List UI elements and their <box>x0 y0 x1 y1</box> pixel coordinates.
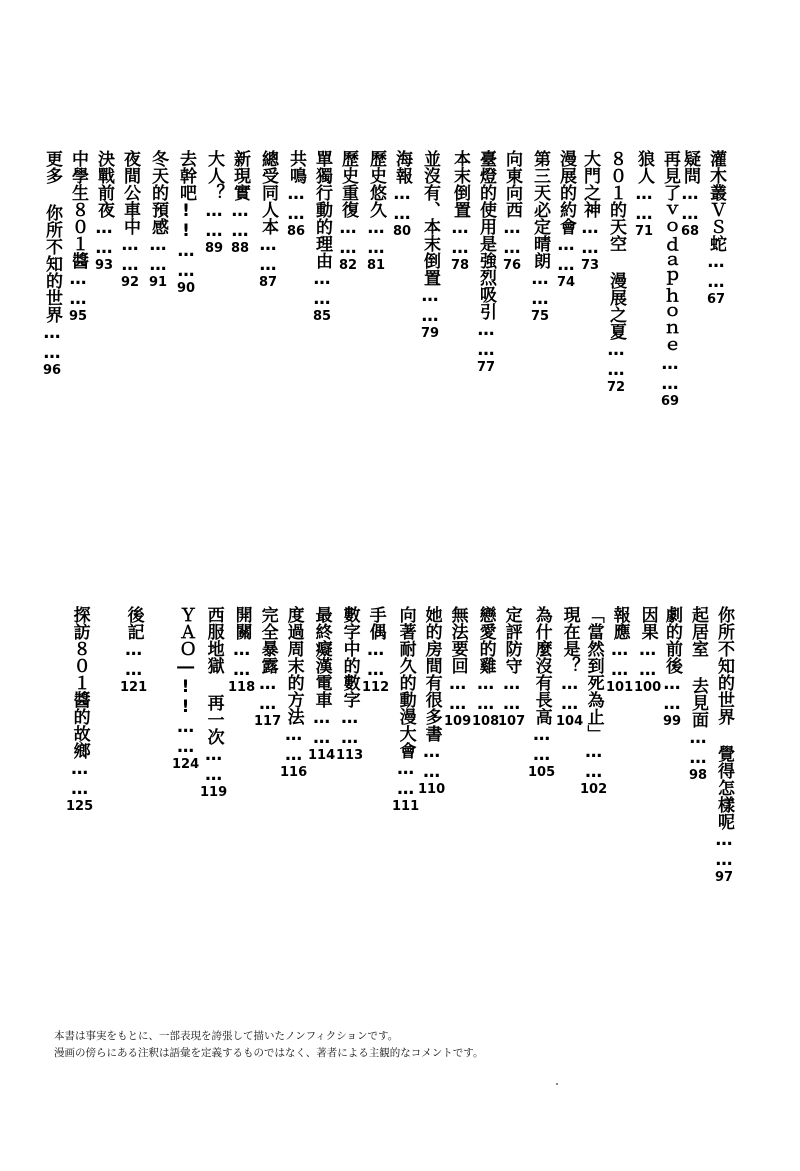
toc-entry-page: 72 <box>606 380 626 395</box>
toc-entry <box>472 606 499 729</box>
toc-entry-title: 探訪８０１醬的故鄉…… <box>69 606 90 799</box>
toc-entry-title: 劇的前後…… <box>662 606 682 714</box>
toc-entry-page: 90 <box>176 281 196 296</box>
toc-entry-title: 總受同人本…… <box>258 150 278 275</box>
toc-entry-title: 灌木叢ＶＳ蛇…… <box>706 150 726 292</box>
toc-entry-page: 96 <box>42 363 62 378</box>
toc-entry-page: 95 <box>68 309 88 324</box>
toc-entry-page: 91 <box>148 275 168 290</box>
toc-entry-title: 臺燈的使用是強烈吸引…… <box>476 150 496 360</box>
toc-entry-title: 冬天的預感…… <box>148 150 168 275</box>
toc-entry-page: 76 <box>502 258 522 273</box>
toc-entry-title: 後記…… <box>123 606 144 680</box>
toc-entry-page: 108 <box>472 714 500 729</box>
toc-entry-page: 111 <box>392 799 420 814</box>
toc-entry-title: 你所不知的世界 覺得怎樣呢…… <box>714 606 734 870</box>
toc-entry <box>660 150 680 409</box>
toc-entry-page: 104 <box>556 714 584 729</box>
toc-entry-page: 121 <box>120 680 148 695</box>
toc-entry <box>68 150 88 324</box>
toc-entry-title: 狼人…… <box>634 150 654 224</box>
toc-entry-page: 118 <box>228 680 256 695</box>
toc-entry-page: 80 <box>392 224 412 239</box>
toc-entry <box>366 150 386 273</box>
toc-entry-title: 她的房間有很多書…… <box>421 606 442 782</box>
toc-entry <box>176 150 196 296</box>
toc-entry-title: ８０１的天空 漫展之夏…… <box>606 150 626 380</box>
toc-entry-title: 夜間公車中…… <box>120 150 140 275</box>
toc-entry-page: 97 <box>714 870 734 885</box>
toc-entry-page: 75 <box>530 309 550 324</box>
toc-entry-page: 86 <box>286 224 306 239</box>
toc-entry-title: 最終癡漢電車…… <box>311 606 332 748</box>
toc-entry-title: 「當然到死為止」…… <box>583 606 604 782</box>
toc-entry <box>688 606 708 783</box>
toc-entry-page: 71 <box>634 224 654 239</box>
toc-entry-title: 去幹吧!!…… <box>176 150 196 281</box>
toc-entry-page: 114 <box>308 748 336 763</box>
toc-entry <box>254 606 281 729</box>
toc-entry <box>66 606 93 814</box>
toc-entry-title: 手偶…… <box>365 606 386 680</box>
toc-entry-page: 74 <box>556 275 576 290</box>
toc-top-section <box>0 0 800 560</box>
toc-entry <box>556 606 583 729</box>
toc-entry <box>94 150 114 273</box>
toc-entry-title: 度過周末的方法…… <box>283 606 304 765</box>
toc-entry-title: 定評防守…… <box>501 606 522 714</box>
toc-entry-page: 100 <box>634 680 662 695</box>
toc-entry-title: 單獨行動的理由…… <box>312 150 332 309</box>
toc-entry <box>308 606 335 763</box>
toc-entry-title: 向著耐久的動漫大會…… <box>395 606 416 799</box>
toc-entry <box>42 150 62 378</box>
toc-entry <box>120 606 147 695</box>
toc-entry <box>634 150 654 239</box>
toc-entry-title: 大人？…… <box>204 150 224 241</box>
toc-entry-page: 89 <box>204 241 224 256</box>
toc-entry-title: 起居室 去見面…… <box>688 606 708 768</box>
toc-entry-page: 105 <box>528 765 556 780</box>
toc-entry-page: 102 <box>580 782 608 797</box>
toc-entry-page: 101 <box>606 680 634 695</box>
toc-entry-title: 向東向西…… <box>502 150 522 258</box>
toc-entry <box>714 606 734 885</box>
toc-entry <box>606 150 626 395</box>
toc-entry-page: 93 <box>94 258 114 273</box>
toc-entry <box>530 150 550 324</box>
toc-entry <box>204 150 224 256</box>
toc-entry-title: 因果…… <box>637 606 658 680</box>
toc-entry <box>580 150 600 273</box>
toc-entry-page: 112 <box>362 680 390 695</box>
toc-entry-title: 無法要回…… <box>447 606 468 714</box>
toc-entry <box>392 150 412 239</box>
toc-entry-title: 疑問…… <box>680 150 700 224</box>
toc-entry <box>392 606 419 814</box>
toc-entry <box>338 150 358 273</box>
toc-entry-title: 為什麼沒有長高…… <box>531 606 552 765</box>
toc-entry-title: 決戰前夜…… <box>94 150 114 258</box>
toc-entry <box>706 150 726 307</box>
toc-entry <box>172 606 199 772</box>
toc-entry-page: 116 <box>280 765 308 780</box>
toc-entry-title: 數字中的數字…… <box>339 606 360 748</box>
toc-entry <box>528 606 555 780</box>
toc-entry <box>200 606 227 800</box>
toc-entry-title: 新現實…… <box>230 150 250 241</box>
toc-entry-page: 77 <box>476 360 496 375</box>
toc-entry-title: 更多 你所不知的世界…… <box>42 150 62 363</box>
toc-entry <box>634 606 661 695</box>
toc-entry <box>556 150 576 290</box>
toc-entry-page: 107 <box>498 714 526 729</box>
toc-entry <box>312 150 332 324</box>
toc-entry-title: 海報…… <box>392 150 412 224</box>
toc-entry-page: 73 <box>580 258 600 273</box>
toc-entry <box>120 150 140 290</box>
toc-entry-page: 69 <box>660 394 680 409</box>
toc-entry-page: 109 <box>444 714 472 729</box>
toc-entry-title: 本末倒置…… <box>450 150 470 258</box>
toc-entry-page: 125 <box>66 799 94 814</box>
toc-bottom-section <box>0 560 800 1020</box>
toc-entry-page: 79 <box>420 326 440 341</box>
toc-entry-title: 戀愛的雞…… <box>475 606 496 714</box>
toc-entry-page: 119 <box>200 785 228 800</box>
toc-entry-page: 81 <box>366 258 386 273</box>
toc-entry-title: 中學生８０１醬…… <box>68 150 88 309</box>
toc-entry-title: 報應…… <box>609 606 630 680</box>
toc-entry-page: 98 <box>688 768 708 783</box>
toc-entry-page: 110 <box>418 782 446 797</box>
toc-entry-title: 完全暴露…… <box>257 606 278 714</box>
toc-entry-title: 共鳴…… <box>286 150 306 224</box>
toc-entry <box>680 150 700 239</box>
toc-entry-page: 99 <box>662 714 682 729</box>
toc-entry-title: 大門之神…… <box>580 150 600 258</box>
toc-entry-page: 67 <box>706 292 726 307</box>
toc-entry <box>230 150 250 256</box>
print-dot <box>556 1083 558 1085</box>
toc-entry <box>362 606 389 695</box>
toc-entry-title: 西服地獄 再一次…… <box>203 606 224 785</box>
toc-entry <box>662 606 682 729</box>
toc-entry-title: 現在是？…… <box>559 606 580 714</box>
toc-entry-title: 歷史悠久…… <box>366 150 386 258</box>
toc-entry <box>280 606 307 780</box>
toc-entry-title: 漫展的約會…… <box>556 150 576 275</box>
toc-entry <box>450 150 470 273</box>
toc-entry-page: 85 <box>312 309 332 324</box>
toc-entry-title: 開關…… <box>231 606 252 680</box>
toc-entry <box>148 150 168 290</box>
toc-entry-title: 第三天必定晴朗…… <box>530 150 550 309</box>
toc-entry <box>606 606 633 695</box>
disclaimer-line: 漫画の傍らにある注釈は語彙を定義するものではなく、著者による主観的なコメントです。 <box>54 1047 484 1059</box>
toc-entry-page: 124 <box>172 757 200 772</box>
toc-entry <box>498 606 525 729</box>
toc-entry-page: 78 <box>450 258 470 273</box>
toc-entry-page: 68 <box>680 224 700 239</box>
toc-entry <box>228 606 255 695</box>
toc-entry-title: 並沒有、本末倒置…… <box>420 150 440 326</box>
toc-entry-page: 92 <box>120 275 140 290</box>
toc-entry <box>258 150 278 290</box>
toc-entry <box>476 150 496 375</box>
toc-entry-page: 88 <box>230 241 250 256</box>
toc-entry-page: 82 <box>338 258 358 273</box>
toc-entry <box>580 606 607 797</box>
toc-entry-page: 117 <box>254 714 282 729</box>
toc-entry <box>420 150 440 341</box>
toc-entry-page: 113 <box>336 748 364 763</box>
toc-entry-title: 歷史重復…… <box>338 150 358 258</box>
toc-entry-title: ＹＡＯ―!!…… <box>175 606 196 757</box>
toc-entry <box>502 150 522 273</box>
toc-entry <box>444 606 471 729</box>
toc-entry <box>286 150 306 239</box>
toc-entry <box>418 606 445 797</box>
disclaimer-line: 本書は事実をもとに、一部表現を誇張して描いたノンフィクションです。 <box>54 1030 399 1042</box>
disclaimer-note <box>54 1028 483 1062</box>
toc-entry-title: 再見了ｖｏｄａｐｈｏｎｅ…… <box>660 150 680 394</box>
toc-entry <box>336 606 363 763</box>
toc-entry-page: 87 <box>258 275 278 290</box>
